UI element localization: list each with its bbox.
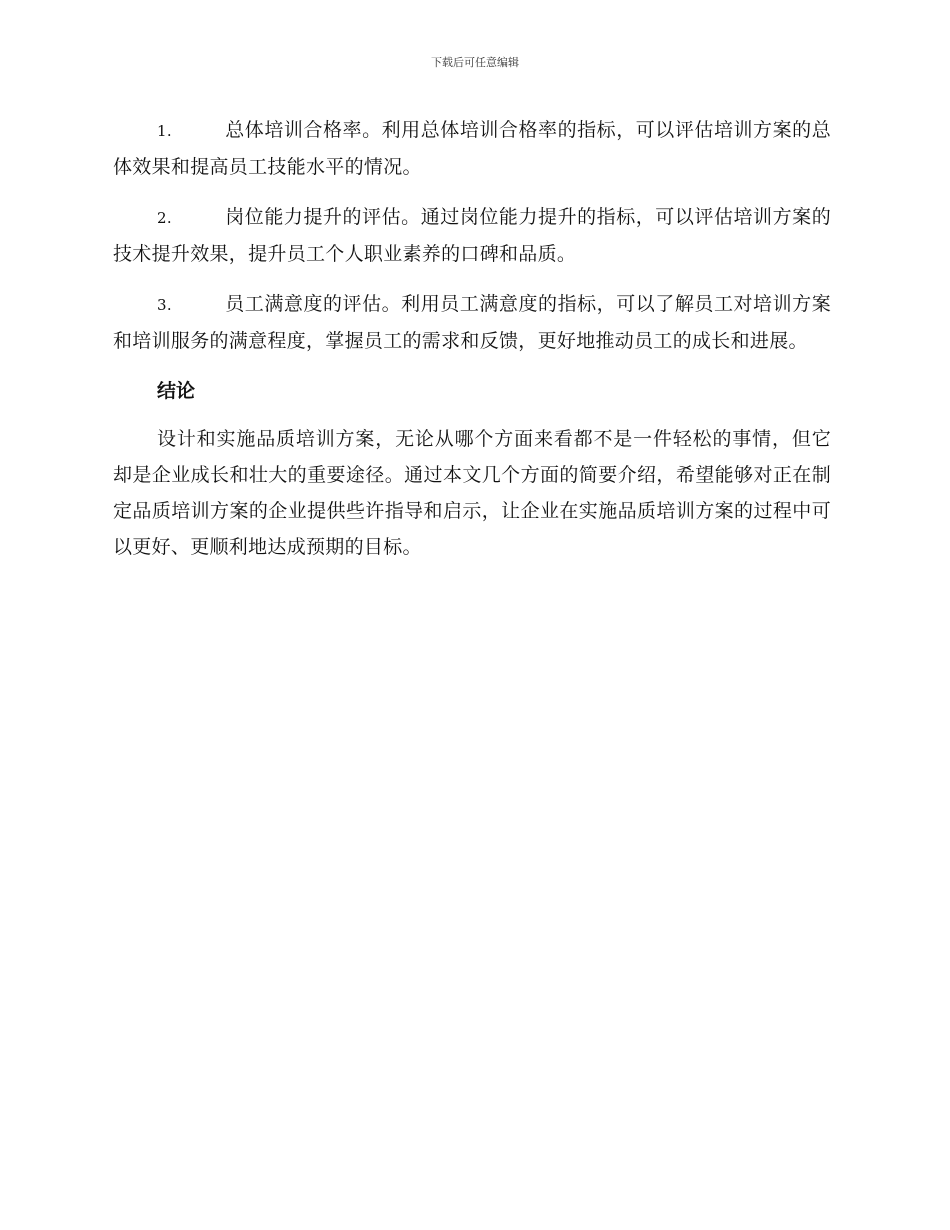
section-heading: 结论 — [157, 380, 196, 402]
list-item — [113, 286, 831, 359]
document-body — [113, 112, 831, 579]
page-header: 下载后可任意编辑 — [431, 56, 519, 69]
list-item — [113, 112, 831, 185]
list-item-text: 总体培训合格率。利用总体培训合格率的指标，可以评估培训方案的总体效果和提高员工技能水平的情况。 — [113, 119, 831, 178]
list-item-text: 员工满意度的评估。利用员工满意度的指标，可以了解员工对培训方案和培训服务的满意程度，掌握员工的需求和反馈，更好地推动员工的成长和进展。 — [113, 293, 831, 352]
list-item-number: 3. — [157, 296, 172, 314]
list-item-number: 2. — [157, 209, 172, 227]
list-item — [113, 199, 831, 272]
list-item-number: 1. — [157, 122, 172, 140]
list-item-text: 岗位能力提升的评估。通过岗位能力提升的指标，可以评估培训方案的技术提升效果，提升员工个人职业素养的口碑和品质。 — [113, 206, 831, 265]
conclusion-paragraph: 设计和实施品质培训方案，无论从哪个方面来看都不是一件轻松的事情，但它却是企业成长和壮大的重要途径。通过本文几个方面的简要介绍，希望能够对正在制定品质培训方案的企业提供些许指导和启示，让企业在实施品质培训方案的过程中可以更好、更顺利地达成预期的目标。 — [113, 428, 831, 558]
